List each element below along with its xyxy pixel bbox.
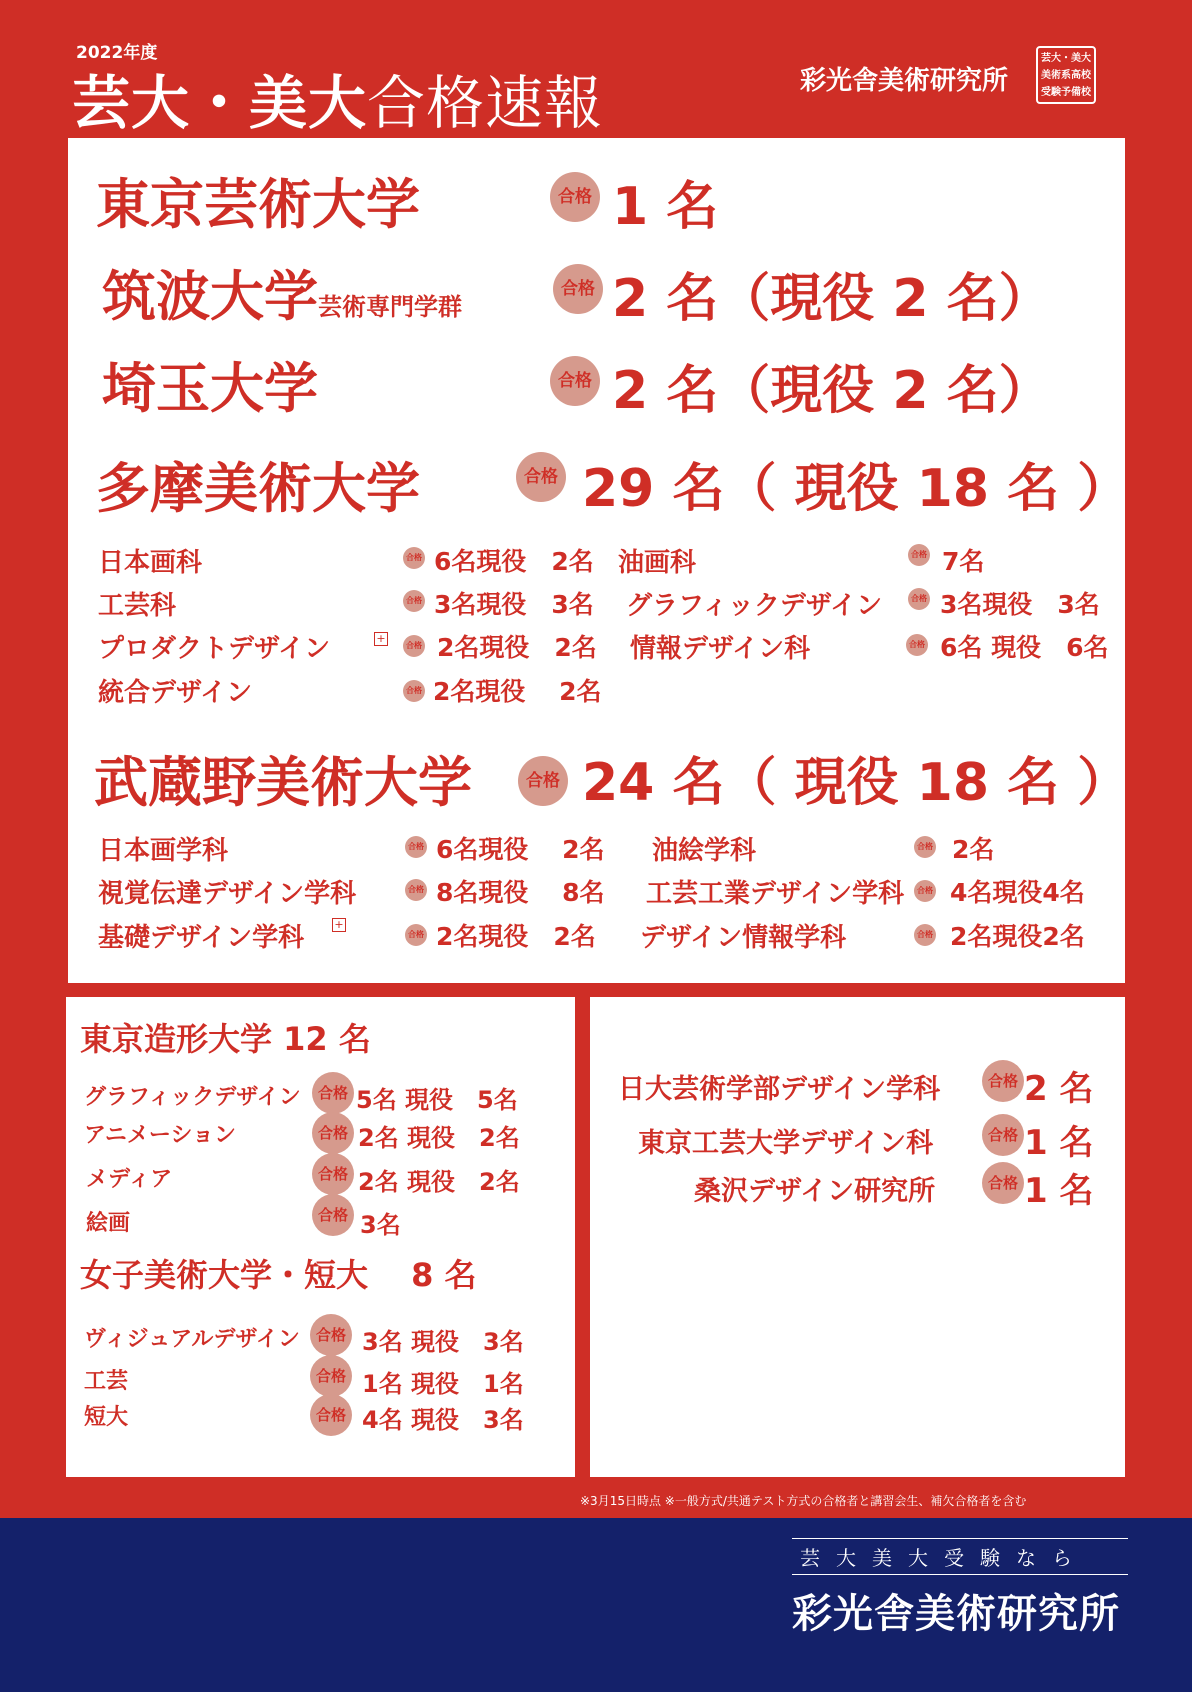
tama-count: 6名現役 2名 [434,547,594,576]
musabi-count: 4名現役4名 [950,878,1085,907]
footer-tagline: 芸大美大受験なら [800,1546,1088,1570]
joshibi-count: 3名 現役 3名 [362,1328,524,1356]
tama-count: 3名現役 3名 [940,590,1100,619]
title-light: 合格速報 [367,69,604,137]
footer-divider-bottom [792,1574,1128,1575]
other-count: 1 名 [1024,1123,1094,1163]
zokei-heading: 東京造形大学 12 名 [80,1020,371,1058]
school-name: 彩光舎美術研究所 [800,66,1009,96]
zokei-dept: メディア [86,1167,173,1192]
musabi-count: 6名現役 2名 [436,835,605,864]
zokei-count: 2名 現役 2名 [358,1168,520,1196]
musabi-result: 24 名（ 現役 18 名 ） [582,753,1130,813]
tama-dept: グラフィックデザイン [626,591,883,621]
title-bold: 芸大・美大 [72,69,368,137]
tama-dept: プロダクトデザイン [98,634,331,664]
tama-dept: 日本画科 [98,548,203,578]
zokei-count: 2名 現役 2名 [358,1124,520,1152]
musabi-count: 2名現役2名 [950,922,1085,951]
pass-badge: 合格 [403,547,425,569]
pass-badge: 合格 [405,924,427,946]
musabi-dept: 視覚伝達デザイン学科 [98,879,357,909]
tsukuba-result: 2 名（現役 2 名） [612,269,1051,329]
pass-badge: 合格 [516,452,566,502]
pass-badge: 合格 [550,356,600,406]
musabi-name: 武蔵野美術大学 [94,751,472,814]
stamp-line-3: 受験予備校 [1041,87,1091,98]
musabi-count: 2名現役 2名 [436,922,596,951]
year-label: 2022年度 [76,43,158,63]
joshibi-dept: ヴィジュアルデザイン [84,1327,300,1352]
pass-badge: 合格 [310,1394,352,1436]
musabi-count: 8名現役 8名 [436,878,605,907]
pass-badge: 合格 [403,680,425,702]
tama-result: 29 名（ 現役 18 名 ） [582,459,1130,519]
tama-dept: 油画科 [618,548,697,578]
plus-mark: + [332,918,346,932]
pass-badge: 合格 [310,1314,352,1356]
pass-badge: 合格 [403,590,425,612]
musabi-dept: 基礎デザイン学科 [98,923,305,953]
stamp-line-2: 美術系高校 [1041,70,1091,81]
tama-count: 6名 現役 6名 [940,633,1109,662]
pass-badge: 合格 [312,1072,354,1114]
tsukuba-sub: 芸術専門学群 [318,293,462,321]
musabi-dept: デザイン情報学科 [640,923,847,953]
other-dept: 日大芸術学部デザイン学科 [618,1074,941,1105]
pass-badge: 合格 [906,634,928,656]
pass-badge: 合格 [908,588,930,610]
other-count: 2 名 [1024,1069,1094,1109]
zokei-count: 3名 [360,1211,401,1239]
zokei-dept: アニメーション [84,1123,237,1148]
zokei-count: 5名 現役 5名 [356,1086,518,1114]
tama-dept: 統合デザイン [98,678,253,708]
pass-badge: 合格 [405,879,427,901]
pass-badge: 合格 [312,1112,354,1154]
other-dept: 桑沢デザイン研究所 [694,1176,936,1207]
footer-school-name: 彩光舎美術研究所 [792,1591,1120,1637]
saitama-name: 埼玉大学 [102,357,318,420]
musabi-dept: 日本画学科 [98,836,229,866]
tama-dept: 情報デザイン科 [630,634,811,664]
joshibi-count: 4名 現役 3名 [362,1406,524,1434]
pass-badge: 合格 [914,836,936,858]
tama-count: 2名現役 2名 [433,677,602,706]
pass-badge: 合格 [518,756,568,806]
pass-badge: 合格 [908,544,930,566]
tsukuba-name-text: 筑波大学 [102,265,318,328]
pass-badge: 合格 [310,1355,352,1397]
tama-dept: 工芸科 [98,591,177,621]
pass-badge: 合格 [312,1153,354,1195]
pass-badge: 合格 [982,1114,1024,1156]
pass-badge: 合格 [405,836,427,858]
joshibi-count: 1名 現役 1名 [362,1370,524,1398]
other-dept: 東京工芸大学デザイン科 [638,1128,934,1159]
tama-count: 7名 [942,547,985,576]
tama-count: 3名現役 3名 [434,590,594,619]
pass-badge: 合格 [914,880,936,902]
pass-badge: 合格 [982,1060,1024,1102]
footnote: ※3月15日時点 ※一般方式/共通テスト方式の合格者と講習会生、補欠合格者を含む [580,1494,1027,1508]
geidai-result: 1 名 [612,177,719,237]
zokei-dept: グラフィックデザイン [84,1085,301,1110]
pass-badge: 合格 [982,1162,1024,1204]
tsukuba-name [102,254,462,331]
school-stamp-logo [1036,46,1096,104]
joshibi-heading: 女子美術大学・短大 8 名 [80,1256,477,1294]
pass-badge: 合格 [550,172,600,222]
musabi-count: 2名 [952,835,995,864]
joshibi-dept: 工芸 [84,1369,129,1394]
plus-mark: + [374,632,388,646]
musabi-dept: 工芸工業デザイン学科 [646,879,905,909]
joshibi-dept: 短大 [84,1405,129,1430]
musabi-dept: 油絵学科 [652,836,757,866]
pass-badge: 合格 [553,264,603,314]
pass-badge: 合格 [914,924,936,946]
zokei-dept: 絵画 [86,1211,131,1236]
geidai-name: 東京芸術大学 [96,173,420,236]
pass-badge: 合格 [312,1194,354,1236]
pass-badge: 合格 [403,635,425,657]
page-title [72,56,603,140]
stamp-line-1: 芸大・美大 [1041,53,1091,64]
footer-divider-top [792,1538,1128,1539]
tama-name: 多摩美術大学 [96,457,420,520]
other-count: 1 名 [1024,1171,1094,1211]
tama-count: 2名現役 2名 [437,633,597,662]
saitama-result: 2 名（現役 2 名） [612,361,1051,421]
